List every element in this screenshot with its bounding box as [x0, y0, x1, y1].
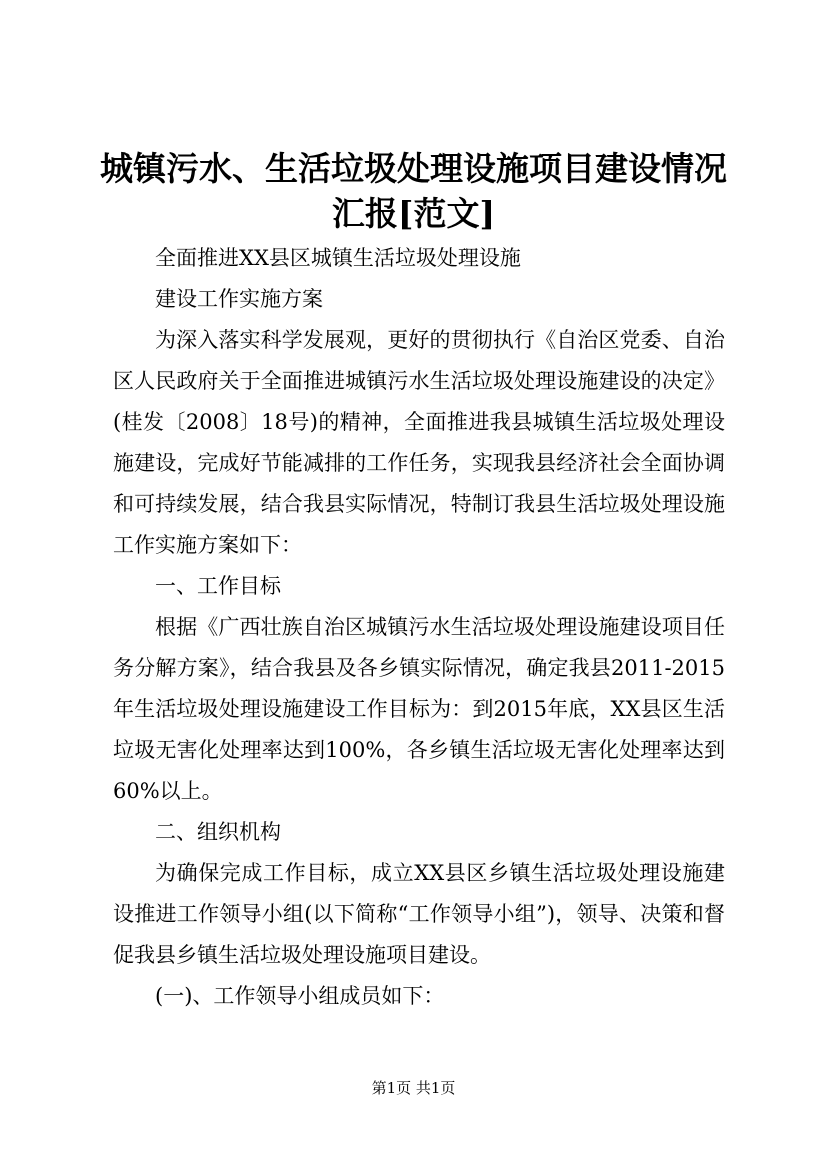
document-body [113, 238, 725, 1017]
paragraph-intro: 为深入落实科学发展观，更好的贯彻执行《自治区党委、自治区人民政府关于全面推进城镇污水生活垃圾处理设施建设的决定》(桂发〔2008〕18号)的精神，全面推进我县城镇生活垃圾处理设施建设，完成好节能减排的工作任务，实现我县经济社会全面协调和可持续发展，结合我县实际情况，特制订我县生活垃圾处理设施工作实施方案如下： [113, 328, 725, 557]
section-heading-goals: 一、工作目标 [155, 574, 281, 598]
paragraph-organization: 为确保完成工作目标，成立XX县区乡镇生活垃圾处理设施建设推进工作领导小组(以下简称“工作领导小组”)，领导、决策和督促我县乡镇生活垃圾处理设施项目建设。 [113, 861, 725, 967]
paragraph-heading-line-2: 建设工作实施方案 [155, 287, 323, 311]
paragraph-heading-line-1: 全面推进XX县区城镇生活垃圾处理设施 [155, 246, 521, 270]
subsection-heading-members: (一)、工作领导小组成员如下： [155, 984, 445, 1008]
section-heading-organization: 二、组织机构 [155, 820, 281, 844]
page-footer: 第1页 共1页 [371, 1079, 456, 1097]
document-title: 城镇污水、生活垃圾处理设施项目建设情况汇报[范文] [100, 149, 727, 233]
paragraph-goals: 根据《广西壮族自治区城镇污水生活垃圾处理设施建设项目任务分解方案》，结合我县及各乡镇实际情况，确定我县2011-2015年生活垃圾处理设施建设工作目标为：到2015年底，XX县区生活垃圾无害化处理率达到100%，各乡镇生活垃圾无害化处理率达到60%以上。 [113, 615, 725, 803]
